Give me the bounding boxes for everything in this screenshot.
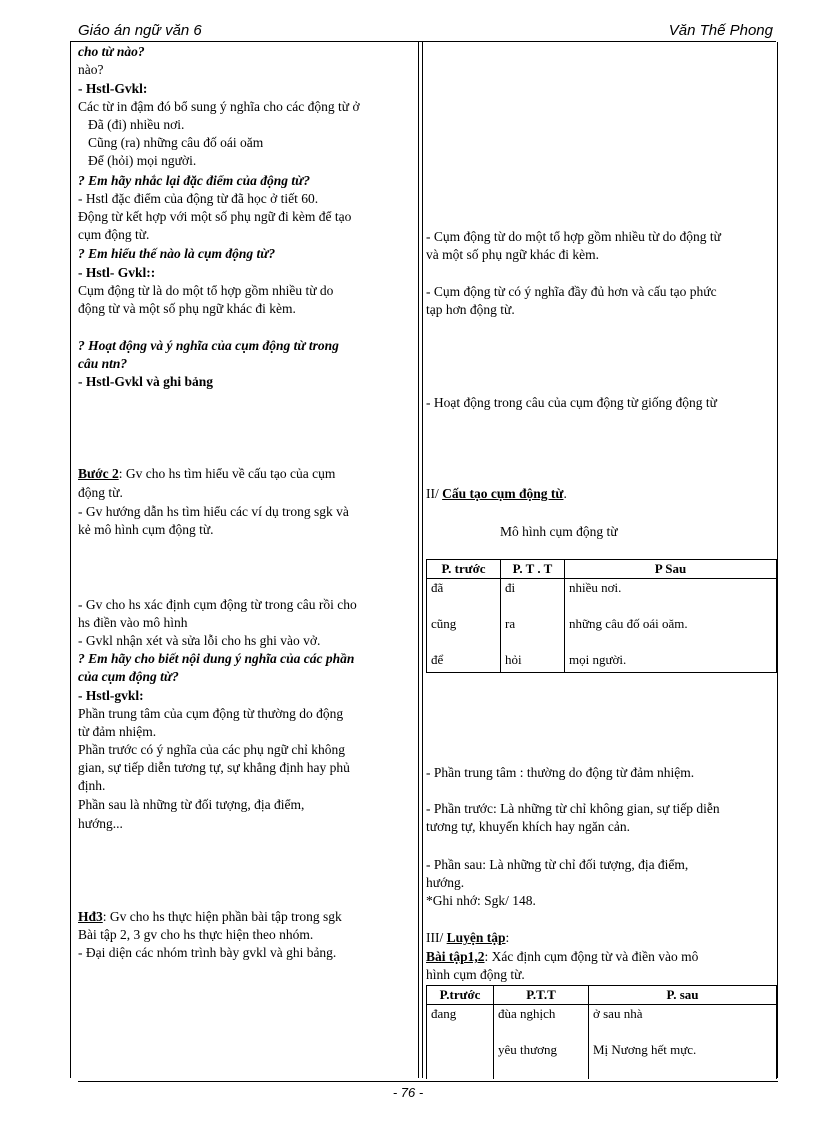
text-line: hướng... [78,816,123,831]
text-line: Phần trung tâm của cụm động từ thường do động [78,706,344,721]
table-cell: ra [501,615,565,651]
header-right: Văn Thế Phong [668,22,773,39]
question-text: ? Hoạt động và ý nghĩa của cụm động từ trong [78,338,339,353]
table-cell: để [427,651,501,673]
question-text: ? Em hãy nhắc lại đặc điểm của động từ? [78,173,310,188]
text-line: - Hstl đặc điểm của động từ đã học ở tiết 60. [78,191,319,206]
table-cell: đùa nghịch [494,1005,589,1041]
text-line: - Gv hướng dẫn hs tìm hiểu các ví dụ trong sgk và [78,504,349,519]
exercise-label: Bài tập1,2 [426,949,485,964]
text-line: tạp hơn động từ. [426,302,515,317]
exercise-line [426,948,698,966]
table-header: P. trước [427,560,501,579]
text-line: hướng. [426,875,465,890]
table-cell: đi [501,579,565,615]
table-cell: ở sau nhà [589,1005,777,1041]
footer-rule [78,1081,778,1082]
text-line: - Gvkl nhận xét và sửa lỗi cho hs ghi vào vở. [78,633,321,648]
table-header: P. sau [589,986,777,1005]
text-line: hình cụm động từ. [426,967,525,982]
text-line: Động từ kết hợp với một số phụ ngữ đi kèm để tạo [78,209,352,224]
table-row [427,579,777,615]
table-cell: đã [427,579,501,615]
example-line: Đã (đi) nhiều nơi. [88,117,185,132]
text-line: từ đảm nhiệm. [78,724,157,739]
text-line: Phần sau là những từ đối tượng, địa điểm, [78,797,305,812]
table-row [427,1005,777,1041]
step-label: Bước 2 [78,466,119,481]
text-line: - Cụm động từ có ý nghĩa đầy đủ hơn và cấu tạo phức [426,284,717,299]
example-line: Cũng (ra) những câu đố oái oăm [88,135,264,150]
question-text: cho từ nào? [78,44,145,59]
verb-phrase-table [426,559,777,673]
section-number: III/ [426,930,447,945]
section-heading [426,485,567,503]
table-cell: những câu đố oái oăm. [565,615,777,651]
question-text: ? Em hãy cho biết nội dung ý nghĩa của các phần [78,651,355,666]
text-line: - Hoạt động trong câu của cụm động từ giống động từ [426,395,717,410]
table-header: P.trước [427,986,494,1005]
column-divider [418,42,419,1078]
header-left: Giáo án ngữ văn 6 [78,22,202,39]
column-divider-inner [422,42,423,1078]
text-line: cụm động từ. [78,227,150,242]
text-line: Cụm động từ là do một tổ hợp gồm nhiều từ do [78,283,334,298]
text-line: - Cụm động từ do một tổ hợp gồm nhiều từ do động từ [426,229,721,244]
section-title: Cấu tạo cụm động từ [442,486,564,501]
text-line: nào? [78,62,104,77]
answer-label: - Hstl-Gvkl: [78,81,148,96]
table-cell: cũng [427,615,501,651]
table-header-row [427,560,777,579]
text-line: hs điền vào mô hình [78,615,188,630]
table-cell: yêu thương [494,1041,589,1079]
step-line [78,908,342,926]
step-line [78,465,335,483]
table-row [427,651,777,673]
text-line: - Phần trước: Là những từ chỉ không gian, sự tiếp diễn [426,801,720,816]
step-label: Hđ3 [78,909,103,924]
text-line: Các từ in đậm đó bổ sung ý nghĩa cho các động từ ở [78,99,360,114]
table-header-row [427,986,777,1005]
exercise-table [426,985,777,1079]
page-number: - 76 - [392,1085,424,1100]
answer-label: - Hstl- Gvkl:: [78,265,156,280]
text-line: và một số phụ ngữ khác đi kèm. [426,247,600,262]
step-text: : Gv cho hs tìm hiểu về cấu tạo của cụm [118,466,336,481]
table-header: P.T.T [494,986,589,1005]
section-heading [426,929,509,947]
text-line: - Đại diện các nhóm trình bày gvkl và ghi bảng. [78,945,337,960]
question-text: câu ntn? [78,356,128,371]
table-cell: nhiều nơi. [565,579,777,615]
answer-label: - Hstl-Gvkl và ghi bảng [78,374,214,389]
text-line: gian, sự tiếp diễn tương tự, sự khẳng định hay phủ [78,760,350,775]
table-row [427,1041,777,1079]
section-title: Luyện tập [446,930,506,945]
step-text: : Gv cho hs thực hiện phần bài tập trong sgk [102,909,342,924]
table-cell: mọi người. [565,651,777,673]
question-text: ? Em hiểu thế nào là cụm động từ? [78,246,276,261]
example-line: Để (hỏi) mọi người. [88,153,197,168]
section-end: . [563,486,567,501]
text-line: - Phần sau: Là những từ chỉ đối tượng, địa điểm, [426,857,689,872]
text-line: định. [78,778,106,793]
table-header: P. T . T [501,560,565,579]
exercise-text: : Xác định cụm động từ và điền vào mô [484,949,699,964]
table-header: P Sau [565,560,777,579]
text-line: - Gv cho hs xác định cụm động từ trong câu rồi cho [78,597,357,612]
section-number: II/ [426,486,443,501]
text-line: - Phần trung tâm : thường do động từ đảm nhiệm. [426,765,695,780]
table-cell: đang [427,1005,494,1041]
text-line: động từ và một số phụ ngữ khác đi kèm. [78,301,296,316]
table-cell: hỏi [501,651,565,673]
memo-line: *Ghi nhớ: Sgk/ 148. [426,893,536,908]
model-title: Mô hình cụm động từ [500,524,618,539]
text-line: Bài tập 2, 3 gv cho hs thực hiện theo nhóm. [78,927,314,942]
text-line: Phần trước có ý nghĩa của các phụ ngữ chỉ không [78,742,345,757]
table-cell [427,1041,494,1079]
text-line: động từ. [78,485,123,500]
answer-label: - Hstl-gvkl: [78,688,144,703]
text-line: tương tự, khuyến khích hay ngăn cản. [426,819,630,834]
question-text: của cụm động từ? [78,669,179,684]
table-cell: Mị Nương hết mực. [589,1041,777,1079]
text-line: kẻ mô hình cụm động từ. [78,522,214,537]
section-end: : [505,930,510,945]
table-row [427,615,777,651]
